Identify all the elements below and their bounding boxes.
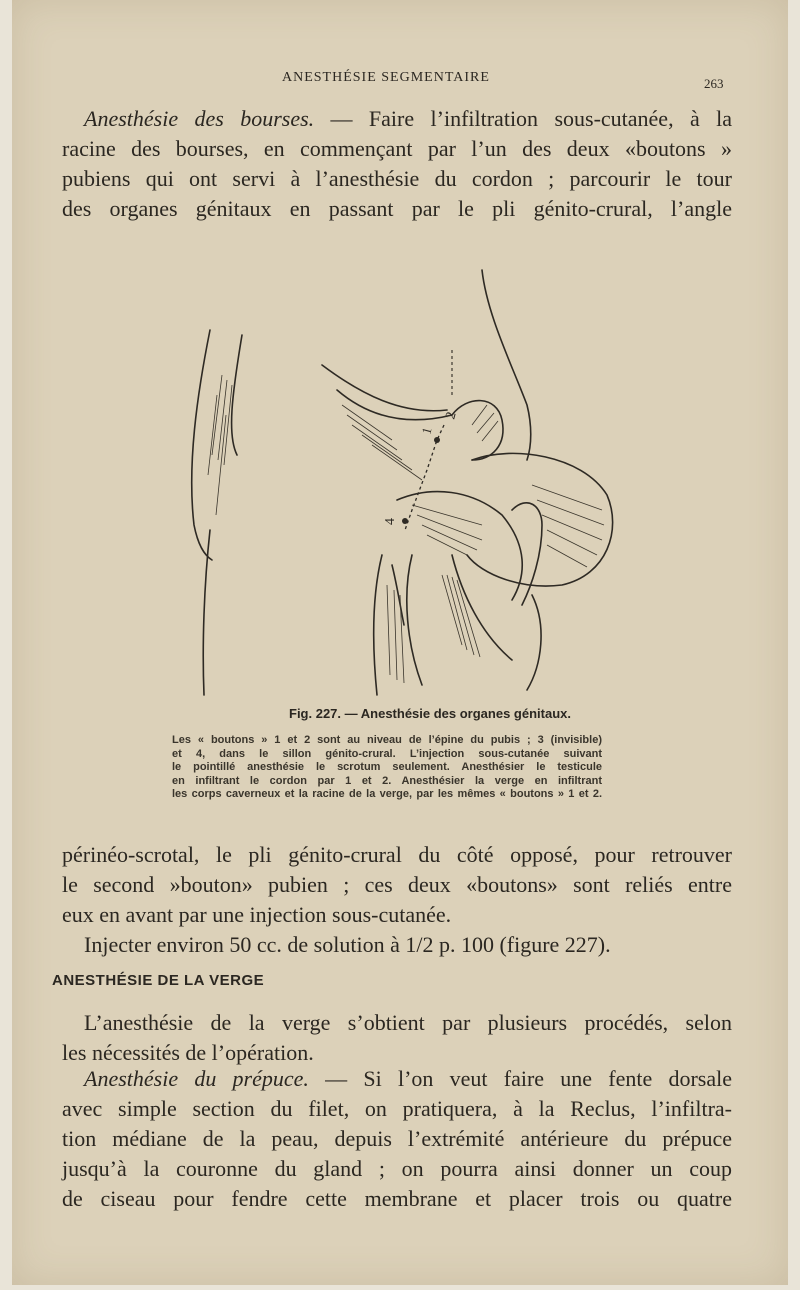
finger-outline (527, 595, 541, 690)
thigh-outline (192, 330, 212, 560)
scrotum-outline (397, 492, 522, 600)
paragraph-line: des organes génitaux en passant par le pli génito-crural, l’angle (62, 196, 732, 221)
paragraph-line: jusqu’à la couronne du gland ; on pourra ainsi donner un coup (62, 1156, 732, 1181)
penis-outline (452, 401, 503, 460)
injection-point (434, 437, 440, 443)
groin-line (322, 365, 447, 411)
book-page (12, 0, 788, 1285)
page-number: 263 (704, 76, 724, 91)
page-header (12, 66, 788, 90)
paragraph-scrotum-anesthesia (62, 104, 732, 224)
paragraph-line: tion médiane de la peau, depuis l’extrémité antérieure du prépuce (62, 1126, 732, 1151)
paragraph-line: les nécessités de l’opération. (62, 1040, 314, 1065)
paragraph-line: le second »bouton» pubien ; ces deux «boutons» sont reliés entre (62, 872, 732, 897)
paragraph-line (62, 1064, 732, 1094)
injection-point (402, 518, 408, 524)
paragraph-line: eux en avant par une injection sous-cutanée. (62, 902, 452, 927)
paragraph-text: — Faire l’infiltration sous-cutanée, à la (314, 106, 732, 131)
paragraph-line: Injecter environ 50 cc. de solution à 1/2 p. 100 (figure 227). (84, 932, 611, 957)
paragraph-continuation (62, 840, 732, 960)
paragraph-run-in-title: Anesthésie des bourses. (84, 106, 315, 131)
figure-label-1: 1 (418, 425, 435, 436)
paragraph-run-in-title: Anesthésie du prépuce. (84, 1066, 309, 1091)
paragraph-prepuce-anesthesia (62, 1064, 732, 1214)
figure-caption-title (12, 706, 788, 721)
paragraph-line: avec simple section du filet, on pratiquera, à la Reclus, l’infiltra- (62, 1096, 732, 1121)
figure-227-illustration (182, 255, 632, 705)
hand-outline (374, 555, 382, 695)
figure-caption-title-text: Fig. 227. — Anesthésie des organes génitaux. (289, 706, 571, 721)
figure-label-2: 2 (443, 410, 460, 422)
section-heading: ANESTHÉSIE DE LA VERGE (52, 972, 265, 989)
caption-line: Les « boutons » 1 et 2 sont au niveau de l’épine du pubis ; 3 (invisible) (172, 734, 602, 746)
thigh-outline (232, 335, 242, 455)
running-title: ANESTHÉSIE SEGMENTAIRE (282, 70, 490, 85)
caption-line: les corps caverneux et la racine de la verge, par les mêmes « boutons » 1 et 2. (172, 788, 602, 800)
paragraph-line: de ciseau pour fendre cette membrane et placer trois ou quatre (62, 1186, 732, 1211)
paragraph-line: L’anesthésie de la verge s’obtient par plusieurs procédés, selon (84, 1010, 732, 1035)
hand-outline (407, 555, 422, 685)
paragraph-text: — Si l’on veut faire une fente dorsale (308, 1066, 732, 1091)
figure-label-4: 4 (383, 518, 398, 525)
figure-caption-body (172, 734, 602, 802)
paragraph-line: racine des bourses, en commençant par l’un des deux «boutons » (62, 136, 732, 161)
caption-line: en infiltrant le cordon par 1 et 2. Anesthésier la verge en infiltrant (172, 774, 602, 787)
caption-line: le pointillé anesthésie le scrotum seulement. Anesthésier le testicule (172, 761, 602, 773)
caption-line: et 4, dans le sillon génito-crural. L’injection sous-cutanée suivant (172, 747, 602, 760)
paragraph-penis-anesthesia (62, 1008, 732, 1068)
paragraph-line: pubiens qui ont servi à l’anesthésie du cordon ; parcourir le tour (62, 166, 732, 191)
paragraph-line (62, 104, 732, 134)
paragraph-line: périnéo-scrotal, le pli génito-crural du côté opposé, pour retrouver (62, 842, 732, 867)
